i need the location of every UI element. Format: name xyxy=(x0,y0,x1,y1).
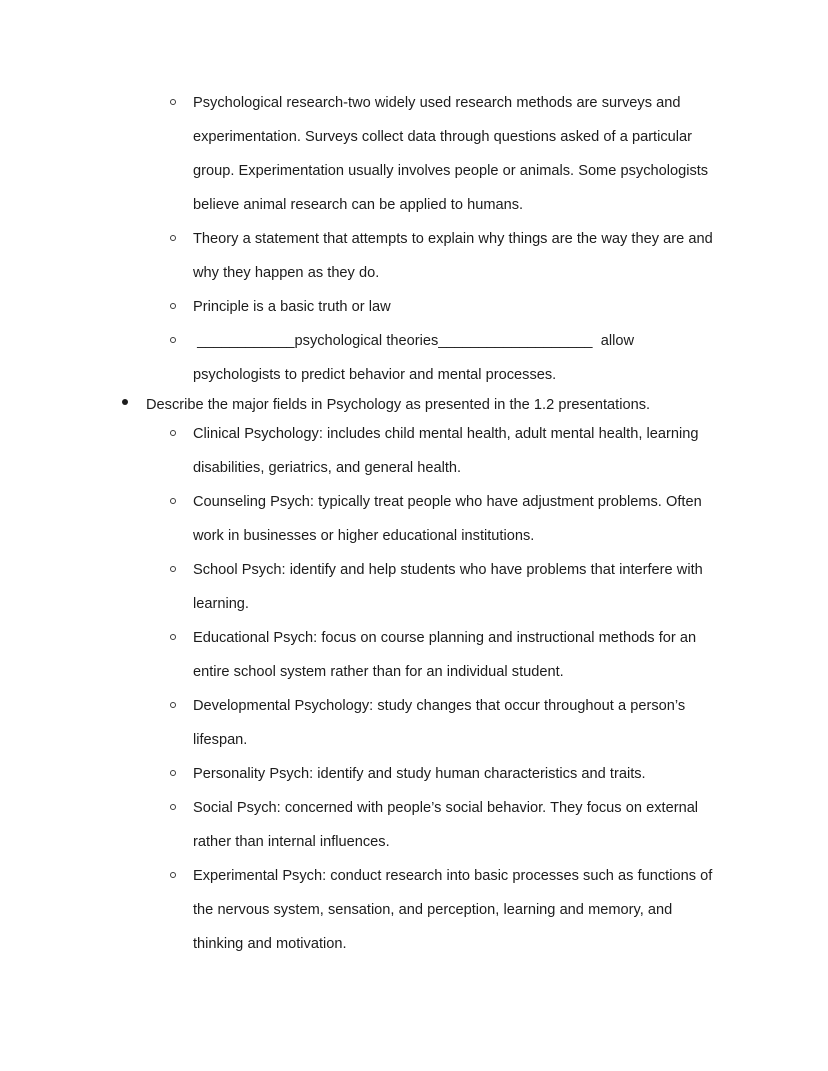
list-item-text: School Psych: identify and help students who have problems that interfere with learning. xyxy=(193,562,703,612)
hollow-circle-bullet-icon xyxy=(170,430,176,436)
list-item-principle xyxy=(0,290,828,324)
hollow-circle-bullet-icon xyxy=(170,498,176,504)
list-item-educational-psych xyxy=(146,621,724,689)
list-item-text: Developmental Psychology: study changes that occur throughout a person’s lifespan. xyxy=(193,698,686,748)
list-item-clinical-psychology xyxy=(146,417,724,485)
list-item-describe-major-fields xyxy=(0,392,828,961)
hollow-circle-bullet-icon xyxy=(170,99,176,105)
hollow-circle-bullet-icon xyxy=(170,566,176,572)
list-item-text: Principle is a basic truth or law xyxy=(193,299,391,315)
hollow-circle-bullet-icon xyxy=(170,702,176,708)
list-item-text: Social Psych: concerned with people’s social behavior. They focus on external rather than internal influences. xyxy=(193,800,699,850)
list-item-text: Experimental Psych: conduct research into basic processes such as functions of the nervous system, sensation, and perception, learning and memory, and thinking and motivation. xyxy=(193,868,713,952)
list-item-text: Theory a statement that attempts to explain why things are the way they are and why they happen as they do. xyxy=(193,231,713,281)
hollow-circle-bullet-icon xyxy=(170,235,176,241)
major-fields-sublist xyxy=(146,417,724,961)
list-item-text: Educational Psych: focus on course planning and instructional methods for an entire school system rather than for an individual student. xyxy=(193,630,697,680)
hollow-circle-bullet-icon xyxy=(170,872,176,878)
hollow-circle-bullet-icon xyxy=(170,804,176,810)
list-item-theory xyxy=(0,222,828,290)
list-item-text: Psychological research-two widely used research methods are surveys and experimentation. Surveys collect data through questions asked of a particular group. Experimentation usually involves people or animals. Some psychologists believe animal research can be applied to humans. xyxy=(193,95,709,213)
list-item-personality-psych xyxy=(146,757,724,791)
list-item-text: Personality Psych: identify and study human characteristics and traits. xyxy=(193,766,646,782)
hollow-circle-bullet-icon xyxy=(170,770,176,776)
list-item-text: ____________psychological theories___________________ allow psychologists to predict behavior and mental processes. xyxy=(193,333,639,383)
list-item-text: Clinical Psychology: includes child mental health, adult mental health, learning disabilities, geriatrics, and general health. xyxy=(193,426,699,476)
list-item-developmental-psychology xyxy=(146,689,724,757)
list-item-school-psych xyxy=(146,553,724,621)
hollow-circle-bullet-icon xyxy=(170,337,176,343)
list-item-fill-in-blank-theories xyxy=(0,324,828,392)
hollow-circle-bullet-icon xyxy=(170,634,176,640)
list-item-experimental-psych xyxy=(146,859,724,961)
list-item-social-psych xyxy=(146,791,724,859)
notes-outline xyxy=(0,86,828,961)
list-item-counseling-psych xyxy=(146,485,724,553)
list-item-heading-text: Describe the major fields in Psychology as presented in the 1.2 presentations. xyxy=(146,397,651,413)
disc-bullet-icon xyxy=(122,399,128,405)
hollow-circle-bullet-icon xyxy=(170,303,176,309)
list-item-psychological-research xyxy=(0,86,828,222)
list-item-text: Counseling Psych: typically treat people who have adjustment problems. Often work in businesses or higher educational institutions. xyxy=(193,494,702,544)
document-body xyxy=(0,86,828,961)
